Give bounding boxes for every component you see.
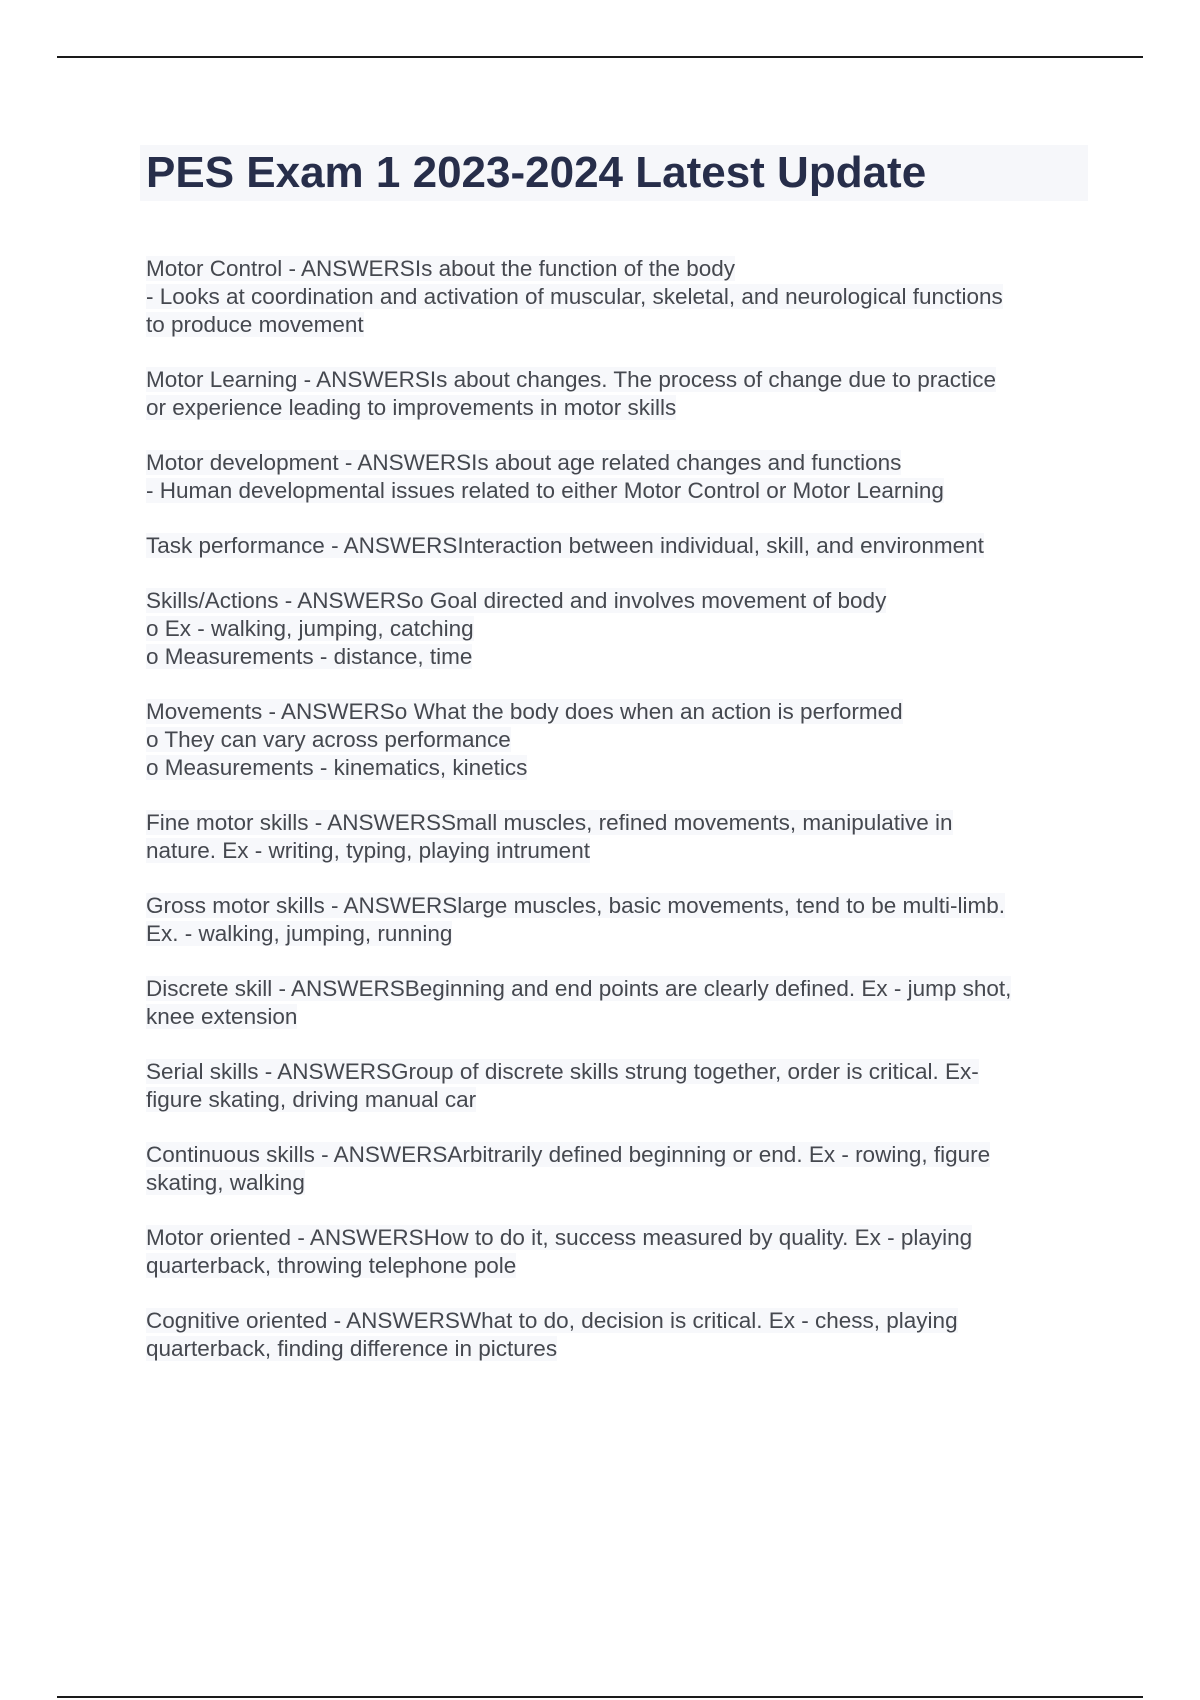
- qa-entry-text: Motor Learning - ANSWERSIs about changes. The process of change due to practice: [146, 367, 997, 392]
- qa-entry-text: quarterback, throwing telephone pole: [146, 1253, 517, 1278]
- qa-entry-line: [146, 615, 1086, 643]
- qa-entry-text: skating, walking: [146, 1170, 305, 1195]
- qa-entry: [146, 1224, 1086, 1280]
- qa-entry-text: figure skating, driving manual car: [146, 1087, 477, 1112]
- qa-entry: [146, 1141, 1086, 1197]
- qa-entry-text: quarterback, finding difference in pictures: [146, 1336, 558, 1361]
- qa-entry-line: [146, 754, 1086, 782]
- qa-entry-line: [146, 1307, 1086, 1335]
- qa-entry: [146, 1307, 1086, 1363]
- qa-entry-text: or experience leading to improvements in motor skills: [146, 395, 677, 420]
- qa-entry-line: [146, 394, 1086, 422]
- qa-entry-text: Gross motor skills - ANSWERSlarge muscles, basic movements, tend to be multi-limb.: [146, 893, 1005, 918]
- qa-entry: [146, 809, 1086, 865]
- page-title: PES Exam 1 2023-2024 Latest Update: [146, 148, 927, 197]
- bottom-rule: [57, 1696, 1143, 1698]
- qa-entry-text: Motor Control - ANSWERSIs about the function of the body: [146, 256, 736, 281]
- qa-entry-line: [146, 477, 1086, 505]
- qa-entry: [146, 698, 1086, 782]
- qa-entry-line: [146, 1224, 1086, 1252]
- qa-entry-line: [146, 1086, 1086, 1114]
- qa-entry-text: Motor oriented - ANSWERSHow to do it, success measured by quality. Ex - playing: [146, 1225, 973, 1250]
- qa-entry-text: o Measurements - kinematics, kinetics: [146, 755, 528, 780]
- qa-entry: [146, 892, 1086, 948]
- qa-entry-line: [146, 283, 1086, 311]
- qa-entry: [146, 255, 1086, 339]
- top-rule: [57, 56, 1143, 58]
- qa-entry-text: Motor development - ANSWERSIs about age related changes and functions: [146, 450, 902, 475]
- qa-entry: [146, 366, 1086, 422]
- qa-entry: [146, 587, 1086, 671]
- qa-entry-line: [146, 837, 1086, 865]
- qa-entry-line: [146, 975, 1086, 1003]
- qa-entry-text: nature. Ex - writing, typing, playing intrument: [146, 838, 590, 863]
- qa-entry-line: [146, 449, 1086, 477]
- qa-entry-line: [146, 366, 1086, 394]
- qa-entry-text: Fine motor skills - ANSWERSSmall muscles, refined movements, manipulative in: [146, 810, 953, 835]
- qa-entry-line: [146, 587, 1086, 615]
- qa-entry-line: [146, 643, 1086, 671]
- qa-entry-text: - Human developmental issues related to either Motor Control or Motor Learning: [146, 478, 944, 503]
- qa-entry-text: - Looks at coordination and activation of muscular, skeletal, and neurological functions: [146, 284, 1003, 309]
- qa-entry: [146, 532, 1086, 560]
- qa-entry-line: [146, 1058, 1086, 1086]
- qa-entry-line: [146, 726, 1086, 754]
- qa-entry-text: Serial skills - ANSWERSGroup of discrete skills strung together, order is critical. Ex-: [146, 1059, 979, 1084]
- qa-entry-text: Task performance - ANSWERSInteraction between individual, skill, and environment: [146, 533, 984, 558]
- qa-entry-text: o Measurements - distance, time: [146, 644, 473, 669]
- qa-entry-text: knee extension: [146, 1004, 298, 1029]
- qa-entry-text: Skills/Actions - ANSWERSo Goal directed and involves movement of body: [146, 588, 887, 613]
- qa-entry-text: Continuous skills - ANSWERSArbitrarily defined beginning or end. Ex - rowing, figure: [146, 1142, 991, 1167]
- qa-entry-line: [146, 255, 1086, 283]
- qa-entry-text: Movements - ANSWERSo What the body does when an action is performed: [146, 699, 903, 724]
- qa-entry: [146, 975, 1086, 1031]
- qa-entry-line: [146, 920, 1086, 948]
- qa-entry-list: [146, 255, 1086, 1390]
- qa-entry-text: o They can vary across performance: [146, 727, 511, 752]
- qa-entry-line: [146, 532, 1086, 560]
- qa-entry-text: Discrete skill - ANSWERSBeginning and end points are clearly defined. Ex - jump shot,: [146, 976, 1012, 1001]
- qa-entry-line: [146, 809, 1086, 837]
- qa-entry-text: o Ex - walking, jumping, catching: [146, 616, 474, 641]
- qa-entry-line: [146, 1169, 1086, 1197]
- qa-entry: [146, 449, 1086, 505]
- qa-entry: [146, 1058, 1086, 1114]
- qa-entry-text: to produce movement: [146, 312, 364, 337]
- qa-entry-line: [146, 698, 1086, 726]
- qa-entry-line: [146, 892, 1086, 920]
- qa-entry-line: [146, 1003, 1086, 1031]
- qa-entry-line: [146, 311, 1086, 339]
- qa-entry-line: [146, 1252, 1086, 1280]
- qa-entry-text: Cognitive oriented - ANSWERSWhat to do, decision is critical. Ex - chess, playing: [146, 1308, 958, 1333]
- qa-entry-line: [146, 1141, 1086, 1169]
- qa-entry-text: Ex. - walking, jumping, running: [146, 921, 453, 946]
- qa-entry-line: [146, 1335, 1086, 1363]
